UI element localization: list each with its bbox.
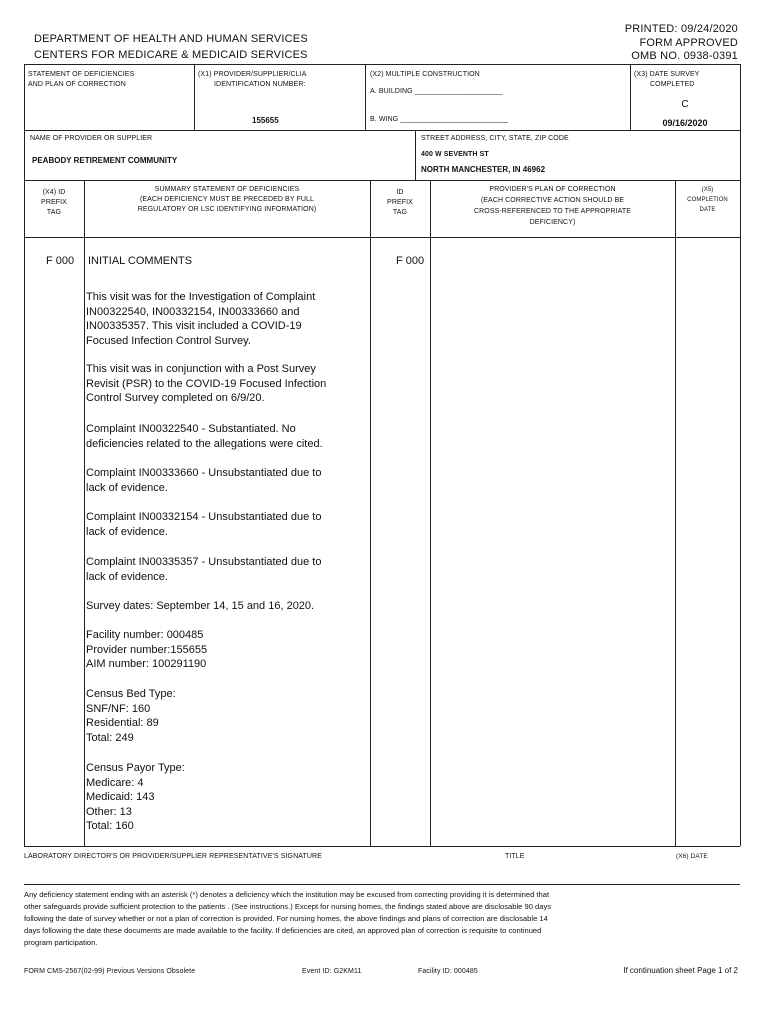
col-divider bbox=[194, 64, 195, 130]
street-address: 400 W SEVENTH ST bbox=[421, 151, 489, 158]
x1-label: IDENTIFICATION NUMBER: bbox=[214, 81, 306, 88]
x5-header: (X5) bbox=[701, 187, 714, 193]
row-divider bbox=[24, 237, 740, 238]
top-border bbox=[24, 64, 740, 65]
x3-label: COMPLETED bbox=[650, 81, 695, 88]
printed-date: PRINTED: 09/24/2020 bbox=[624, 23, 738, 35]
address-label: STREET ADDRESS, CITY, STATE, ZIP CODE bbox=[421, 135, 569, 142]
form-approved: FORM APPROVED bbox=[639, 37, 738, 49]
comment-paragraph: Complaint IN00333660 - Unsubstantiated due to lack of evidence. bbox=[86, 467, 322, 494]
x3-label: (X3) DATE SURVEY bbox=[634, 71, 700, 78]
x4-header: (X4) ID bbox=[42, 189, 66, 196]
comment-paragraph: This visit was for the Investigation of Complaint IN00322540, IN00332154, IN00333660 and IN00335357. This visit included a COVID-19 Focused Infection Control Survey. bbox=[86, 291, 316, 347]
wing-label: B. WING ___________________________ bbox=[370, 116, 509, 123]
id-header: TAG bbox=[392, 209, 408, 216]
statement-label: AND PLAN OF CORRECTION bbox=[28, 81, 126, 88]
x5-header: COMPLETION bbox=[687, 197, 728, 203]
comment-paragraph: Complaint IN00335357 - Unsubstantiated due to lack of evidence. bbox=[86, 556, 322, 583]
col-divider bbox=[365, 64, 366, 130]
agency-title: CENTERS FOR MEDICARE & MEDICAID SERVICES bbox=[34, 49, 308, 61]
comment-paragraph: Census Bed Type: SNF/NF: 160 Residential: 89 Total: 249 bbox=[86, 688, 176, 744]
facility-id: Facility ID: 000485 bbox=[418, 968, 478, 975]
x5-header: DATE bbox=[699, 207, 716, 213]
survey-code: C bbox=[681, 99, 689, 110]
plan-header: DEFICIENCY) bbox=[529, 219, 576, 226]
summary-header: SUMMARY STATEMENT OF DEFICIENCIES bbox=[154, 186, 300, 193]
col-divider bbox=[370, 180, 371, 846]
disclosure-note: Any deficiency statement ending with an asterisk (*) denotes a deficiency which the institution may be excused from correcting providing it is determined that other safeguards provide sufficient protection to the patients . (See instructions.) Except for nursing homes, the findings stated above are disclosable 90 days following the date of survey whether or not a plan of correction is provided. For nursing homes, the above findings and plans of correction are disclosable 14 days following the date these documents are made available to the facility. If deficiencies are cited, an approved plan of correction is requisite to continued program participation. bbox=[24, 890, 552, 947]
city-state-zip: NORTH MANCHESTER, IN 46962 bbox=[421, 165, 546, 174]
entry-heading: INITIAL COMMENTS bbox=[88, 255, 193, 267]
col-divider bbox=[415, 130, 416, 180]
comment-paragraph: Facility number: 000485 Provider number:155655 AIM number: 100291190 bbox=[86, 629, 208, 671]
tag-prefix-right: F 000 bbox=[396, 255, 425, 267]
row-divider bbox=[24, 846, 740, 847]
omb-number: OMB NO. 0938-0391 bbox=[631, 50, 738, 62]
comment-paragraph: Census Payor Type: Medicare: 4 Medicaid: 143 Other: 13 Total: 160 bbox=[86, 762, 185, 833]
signature-label: LABORATORY DIRECTOR'S OR PROVIDER/SUPPLIER REPRESENTATIVE'S SIGNATURE bbox=[24, 853, 322, 860]
col-divider bbox=[84, 180, 85, 846]
id-header: PREFIX bbox=[387, 199, 413, 206]
comment-paragraph: Complaint IN00332154 - Unsubstantiated due to lack of evidence. bbox=[86, 511, 322, 538]
comment-paragraph: This visit was in conjunction with a Post Survey Revisit (PSR) to the COVID-19 Focused Infection Control Survey completed on 6/9/20. bbox=[86, 363, 327, 405]
plan-header: PROVIDER'S PLAN OF CORRECTION bbox=[489, 186, 616, 193]
row-divider bbox=[24, 130, 740, 131]
plan-header: (EACH CORRECTIVE ACTION SHOULD BE bbox=[480, 197, 625, 204]
x4-header: PREFIX bbox=[41, 199, 67, 206]
x1-label: (X1) PROVIDER/SUPPLIER/CLIA bbox=[198, 71, 307, 78]
provider-number: 155655 bbox=[252, 116, 279, 125]
x4-header: TAG bbox=[46, 209, 62, 216]
building-label: A. BUILDING ______________________ bbox=[370, 88, 503, 95]
statement-label: STATEMENT OF DEFICIENCIES bbox=[28, 71, 135, 78]
summary-header: REGULATORY OR LSC IDENTIFYING INFORMATION) bbox=[137, 206, 317, 213]
page-indicator: If continuation sheet Page 1 of 2 bbox=[623, 966, 738, 975]
row-divider bbox=[24, 180, 740, 181]
title-label: TITLE bbox=[505, 853, 525, 860]
provider-name: PEABODY RETIREMENT COMMUNITY bbox=[32, 156, 178, 165]
plan-header: CROSS-REFERENCED TO THE APPROPRIATE bbox=[473, 208, 631, 215]
left-border bbox=[24, 64, 25, 846]
department-title: DEPARTMENT OF HEALTH AND HUMAN SERVICES bbox=[34, 33, 308, 45]
form-number: FORM CMS-2567(02-99) Previous Versions Obsolete bbox=[24, 968, 196, 975]
row-divider bbox=[24, 884, 740, 885]
col-divider bbox=[675, 180, 676, 846]
comment-paragraph: Complaint IN00322540 - Substantiated. No deficiencies related to the allegations were cited. bbox=[86, 423, 323, 450]
x2-label: (X2) MULTIPLE CONSTRUCTION bbox=[370, 71, 480, 78]
survey-date: 09/16/2020 bbox=[662, 118, 708, 128]
event-id: Event ID: G2KM11 bbox=[302, 968, 362, 975]
comment-paragraph: Survey dates: September 14, 15 and 16, 2020. bbox=[86, 600, 315, 612]
summary-header: (EACH DEFICIENCY MUST BE PRECEDED BY FULL bbox=[139, 196, 315, 203]
provider-name-label: NAME OF PROVIDER OR SUPPLIER bbox=[30, 135, 153, 142]
right-border bbox=[740, 64, 741, 846]
date-label: (X6) DATE bbox=[676, 853, 708, 860]
id-header: ID bbox=[396, 189, 404, 196]
tag-prefix-left: F 000 bbox=[46, 255, 75, 267]
col-divider bbox=[430, 180, 431, 846]
